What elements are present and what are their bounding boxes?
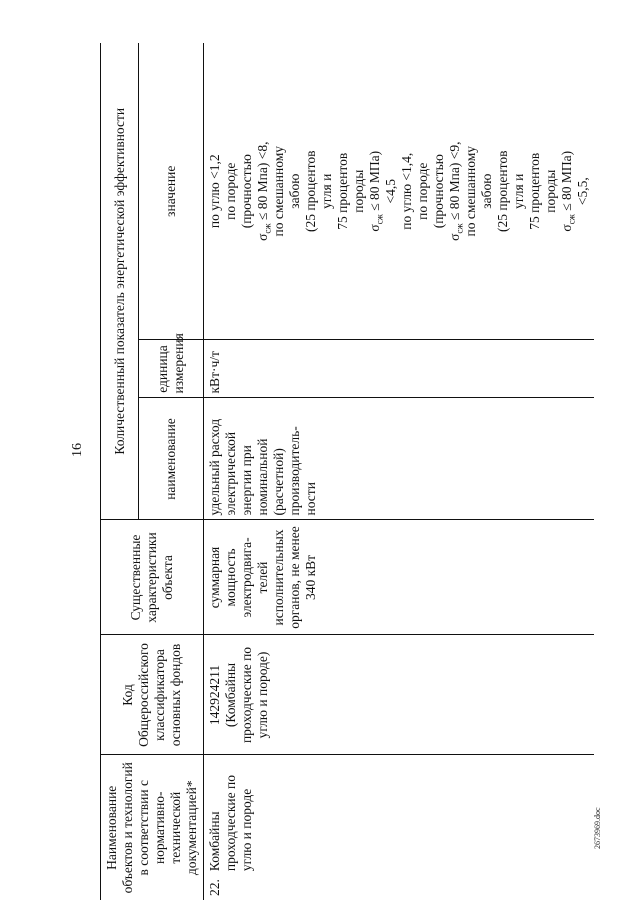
text-line: (прочностью bbox=[431, 154, 446, 229]
text-line: электрической bbox=[223, 431, 238, 516]
text-line: производитель- bbox=[287, 426, 302, 516]
page-number: 16 bbox=[70, 443, 85, 457]
text-line: исполнительных bbox=[271, 529, 286, 626]
text-line: $\sigma_{сж} \le 80$ МПа) bbox=[367, 150, 385, 232]
text-line: мощность bbox=[223, 548, 238, 607]
text-line: органов, не менее bbox=[287, 526, 302, 629]
header-name: Наименование объектов и технологий в соответствии с нормативно-технической документацией* bbox=[101, 755, 204, 900]
text-line: ности bbox=[303, 482, 318, 516]
text-line: (прочностью bbox=[239, 154, 254, 229]
text-line: <5,5, bbox=[575, 177, 590, 206]
text-line: $\sigma_{сж} \le 80$ Мпа) <9, bbox=[447, 141, 465, 241]
text-line: (25 процентов bbox=[303, 150, 318, 232]
cell-indicator-name bbox=[204, 398, 595, 520]
rotated-page bbox=[40, 0, 590, 900]
text-line: проходческие по bbox=[239, 646, 254, 744]
header-indicator: Количественный показатель энергетической эффективности bbox=[101, 43, 139, 520]
cell-name bbox=[204, 755, 595, 900]
text-line: удельный расход bbox=[207, 418, 222, 516]
table-row bbox=[204, 43, 595, 900]
text-line: по смешанному bbox=[463, 145, 478, 237]
text-line: углю и породе) bbox=[255, 651, 270, 739]
text-line: забою bbox=[479, 173, 494, 209]
text-line: (расчетной) bbox=[271, 448, 286, 516]
text-line: породы bbox=[543, 169, 558, 213]
text-line: электродвига- bbox=[239, 537, 254, 618]
header-indicator-name: наименование bbox=[139, 398, 204, 520]
text-line: по углю <1,2 bbox=[207, 154, 222, 229]
text-line: суммарная bbox=[207, 546, 222, 609]
text-line: <4,5 bbox=[383, 178, 398, 204]
text-line: по породе bbox=[223, 162, 238, 220]
indicator-name-lines bbox=[207, 403, 319, 516]
cell-code bbox=[204, 635, 595, 755]
header-code: Код Общероссийского классификатора основных фондов bbox=[101, 635, 204, 755]
row-number: 22. bbox=[207, 879, 222, 896]
text-line: $\sigma_{сж} \le 80$ МПа) bbox=[559, 150, 577, 232]
text-line: угля и bbox=[511, 173, 526, 209]
cell-characteristics bbox=[204, 520, 595, 635]
text-line: (25 процентов bbox=[495, 150, 510, 232]
document-footer: 2673969.doc bbox=[593, 807, 602, 849]
cell-value bbox=[204, 43, 595, 340]
text-line: 142924211 bbox=[207, 664, 222, 726]
text-line: 75 процентов bbox=[527, 152, 542, 230]
text-line: угля и bbox=[319, 173, 334, 209]
text-line: по углю <1,4, bbox=[399, 152, 414, 230]
value-lines bbox=[207, 47, 591, 336]
text-line: по смешанному bbox=[271, 145, 286, 237]
code-lines bbox=[207, 640, 271, 751]
text-line: $\sigma_{сж} \le 80$ Мпа) <8, bbox=[255, 141, 273, 241]
text-line: энергии при bbox=[239, 445, 254, 516]
energy-efficiency-table bbox=[100, 43, 594, 900]
text-line: породы bbox=[351, 169, 366, 213]
row-name: Комбайны проходческие по углю и породе bbox=[207, 775, 254, 872]
text-line: (Комбайны bbox=[223, 662, 238, 728]
text-line: забою bbox=[287, 173, 302, 209]
text-line: телей bbox=[255, 561, 270, 594]
text-line: номинальной bbox=[255, 438, 270, 516]
header-characteristics: Существенные характеристики объекта bbox=[101, 520, 204, 635]
characteristics-lines bbox=[207, 525, 319, 631]
header-indicator-value: значение bbox=[139, 43, 204, 340]
cell-unit: кВт·ч/т bbox=[204, 340, 595, 398]
header-indicator-unit: единица измерения bbox=[139, 340, 204, 398]
text-line: по породе bbox=[415, 162, 430, 220]
text-line: 75 процентов bbox=[335, 152, 350, 230]
header-row-1 bbox=[101, 43, 139, 900]
text-line: 340 кВт bbox=[303, 554, 318, 601]
